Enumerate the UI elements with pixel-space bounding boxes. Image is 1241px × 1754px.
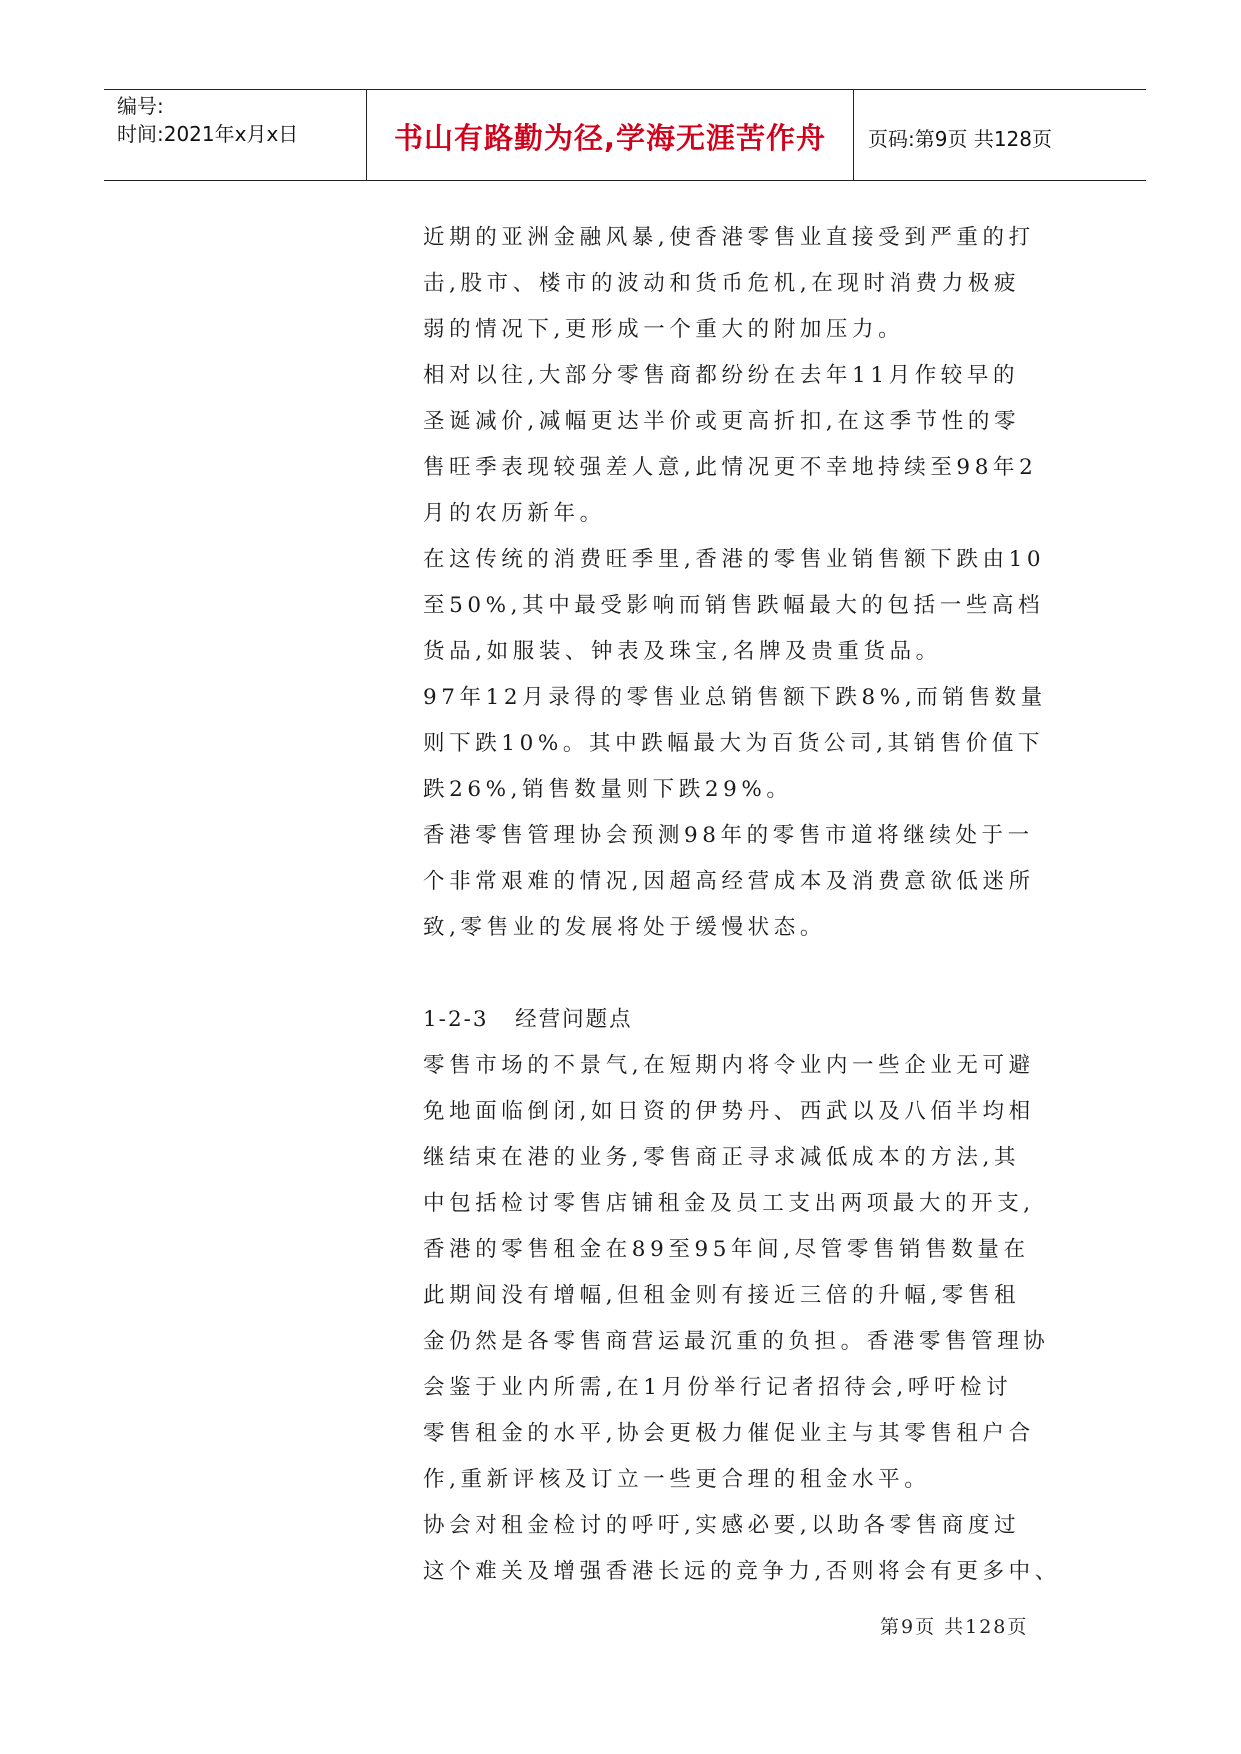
section-heading: 1-2-3 经营问题点 [423, 1007, 633, 1032]
text-line: 零售市场的不景气,在短期内将令业内一些企业无可避 [423, 1053, 1035, 1078]
header-table [104, 89, 1146, 181]
text-line: 会鉴于业内所需,在1月份举行记者招待会,呼吁检讨 [423, 1375, 1013, 1400]
text-line: 至50%,其中最受影响而销售跌幅最大的包括一些高档 [423, 593, 1045, 618]
number-label: 编号: [117, 94, 164, 118]
text-line: 作,重新评核及订立一些更合理的租金水平。 [423, 1467, 931, 1492]
text-line: 货品,如服装、钟表及珠宝,名牌及贵重货品。 [423, 639, 942, 664]
text-line: 击,股市、楼市的波动和货币危机,在现时消费力极疲 [423, 271, 1021, 296]
page-footer: 第9页 共128页 [880, 1616, 1029, 1638]
document-body [423, 215, 1061, 1595]
text-line: 金仍然是各零售商营运最沉重的负担。香港零售管理协 [423, 1329, 1050, 1354]
text-line: 则下跌10%。其中跌幅最大为百货公司,其销售价值下 [423, 731, 1045, 756]
text-line: 圣诞减价,减幅更达半价或更高折扣,在这季节性的零 [423, 409, 1021, 434]
text-line: 月的农历新年。 [423, 501, 606, 526]
text-line: 售旺季表现较强差人意,此情况更不幸地持续至98年2 [423, 455, 1038, 480]
text-line: 近期的亚洲金融风暴,使香港零售业直接受到严重的打 [423, 225, 1035, 250]
text-line: 跌26%,销售数量则下跌29%。 [423, 777, 793, 802]
page-code: 页码:第9页 共128页 [868, 127, 1052, 151]
text-line: 97年12月录得的零售业总销售额下跌8%,而销售数量 [423, 685, 1047, 710]
text-line: 个非常艰难的情况,因超高经营成本及消费意欲低迷所 [423, 869, 1035, 894]
text-line: 零售租金的水平,协会更极力催促业主与其零售租户合 [423, 1421, 1035, 1446]
text-line: 在这传统的消费旺季里,香港的零售业销售额下跌由10 [423, 547, 1046, 572]
text-line: 致,零售业的发展将处于缓慢状态。 [423, 915, 826, 940]
header-motto-cell [366, 90, 854, 180]
header-meta-cell [104, 90, 366, 180]
time-label: 时间:2021年x月x日 [117, 122, 299, 146]
text-line: 继结束在港的业务,零售商正寻求减低成本的方法,其 [423, 1145, 1021, 1170]
text-line: 此期间没有增幅,但租金则有接近三倍的升幅,零售租 [423, 1283, 1021, 1308]
text-line: 这个难关及增强香港长远的竞争力,否则将会有更多中、 [423, 1559, 1061, 1584]
text-line: 中包括检讨零售店铺租金及员工支出两项最大的开支, [423, 1191, 1035, 1216]
blank-line [423, 951, 1055, 997]
header-page-cell [854, 90, 1146, 180]
text-line: 弱的情况下,更形成一个重大的附加压力。 [423, 317, 905, 342]
text-line: 协会对租金检讨的呼吁,实感必要,以助各零售商度过 [423, 1513, 1021, 1538]
text-line: 香港零售管理协会预测98年的零售市道将继续处于一 [423, 823, 1034, 848]
text-line: 免地面临倒闭,如日资的伊势丹、西武以及八佰半均相 [423, 1099, 1035, 1124]
motto-text: 书山有路勤为径,学海无涯苦作舟 [393, 121, 827, 155]
text-line: 香港的零售租金在89至95年间,尽管零售销售数量在 [423, 1237, 1030, 1262]
text-line: 相对以往,大部分零售商都纷纷在去年11月作较早的 [423, 363, 1020, 388]
